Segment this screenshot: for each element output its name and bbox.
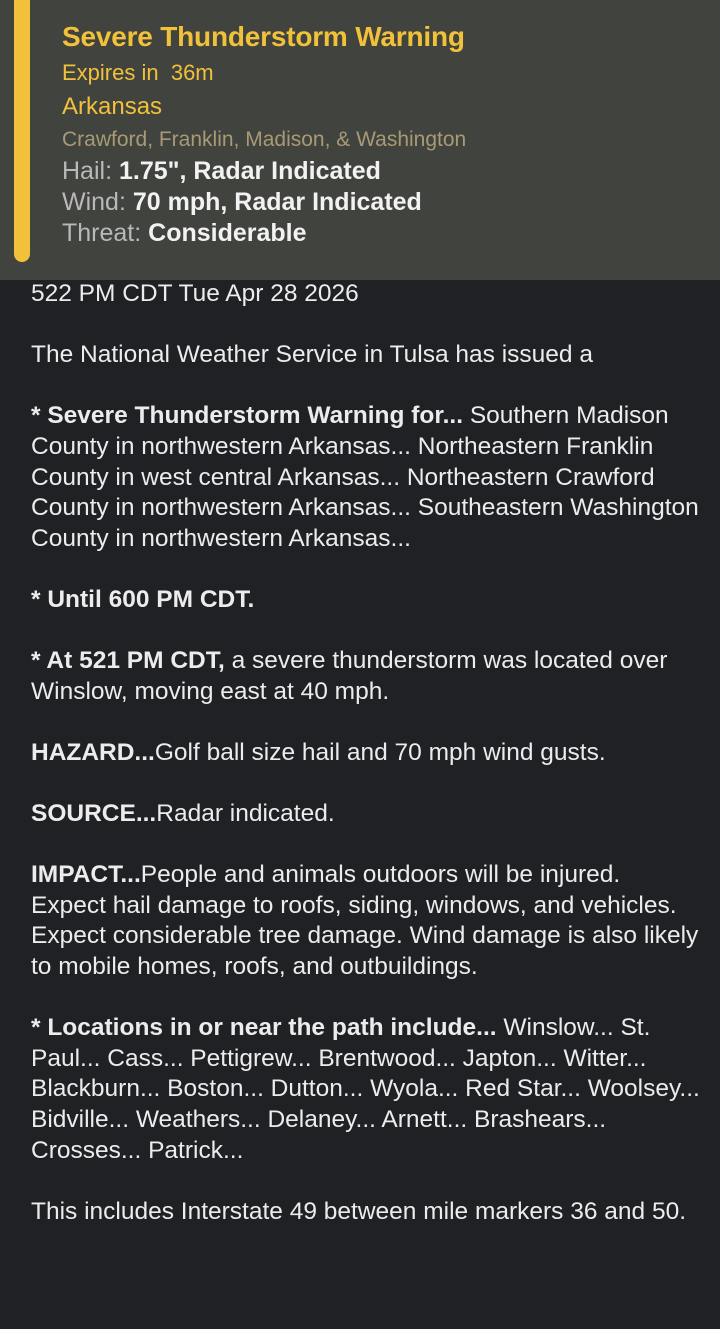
threat-value: Considerable — [148, 219, 307, 247]
warning-for-text: Southern Madison County in northwestern Arkansas... Northeastern Franklin County in west central Arkansas... Northeastern Crawford County in northwestern Arkansas... Southeastern Washington County in northwestern Arkansas... — [31, 402, 699, 552]
threat-stat — [62, 218, 700, 249]
alert-state: Arkansas — [62, 93, 163, 120]
threat-label: Threat: — [62, 219, 142, 247]
locations-text: Winslow... St. Paul... Cass... Pettigrew... Brentwood... Japton... Witter... Blackburn... Boston... Dutton... Wyola... Red Star... Woolsey... Bidville... Weathers... Delaney... Arnett... Brashears... Crosses... Patrick... — [31, 1014, 700, 1164]
observed-time-label: * At 521 PM CDT, — [31, 647, 225, 675]
observed-text: a severe thunderstorm was located over Winslow, moving east at 40 mph. — [31, 647, 668, 705]
expires-value: 36m — [170, 60, 214, 85]
hail-stat — [62, 156, 700, 187]
alert-counties: Crawford, Franklin, Madison, & Washington — [62, 128, 467, 151]
alert-summary — [62, 18, 700, 249]
impact-label: IMPACT... — [31, 861, 141, 889]
wind-label: Wind: — [62, 188, 126, 216]
warning-for-label: * Severe Thunderstorm Warning for... — [31, 402, 464, 430]
location-paragraph — [31, 646, 701, 707]
alert-header — [0, 0, 720, 280]
hazard-text: Golf ball size hail and 70 mph wind gusts. — [154, 738, 606, 766]
source-label: SOURCE... — [31, 800, 157, 828]
until-line: * Until 600 PM CDT. — [31, 585, 255, 613]
issued-timestamp: 522 PM CDT Tue Apr 28 2026 — [31, 280, 359, 307]
interstate-text: This includes Interstate 49 between mile markers 36 and 50. — [31, 1197, 687, 1225]
alert-title: Severe Thunderstorm Warning — [62, 21, 465, 52]
warning-for-paragraph — [31, 401, 701, 554]
source-text: Radar indicated. — [156, 800, 335, 828]
hail-value: 1.75", Radar Indicated — [118, 157, 381, 185]
hazard-label: HAZARD... — [31, 738, 155, 766]
impact-text: People and animals outdoors will be injured. Expect hail damage to roofs, siding, windows, and vehicles. Expect considerable tree damage. Wind damage is also likely to mobile homes, roofs, and outbuildings. — [31, 861, 699, 981]
severity-accent-bar — [14, 0, 30, 262]
hazard-paragraph — [31, 738, 701, 769]
expires-label: Expires in — [62, 60, 159, 85]
wind-value: 70 mph, Radar Indicated — [132, 188, 422, 216]
impact-paragraph — [31, 860, 701, 982]
warning-body — [31, 279, 701, 1227]
locations-label: * Locations in or near the path include... — [31, 1014, 497, 1042]
expires-line — [62, 56, 700, 90]
intro-text: The National Weather Service in Tulsa has issued a — [31, 341, 593, 369]
hail-label: Hail: — [62, 157, 113, 185]
source-paragraph — [31, 799, 701, 830]
locations-paragraph — [31, 1013, 701, 1166]
wind-stat — [62, 187, 700, 218]
